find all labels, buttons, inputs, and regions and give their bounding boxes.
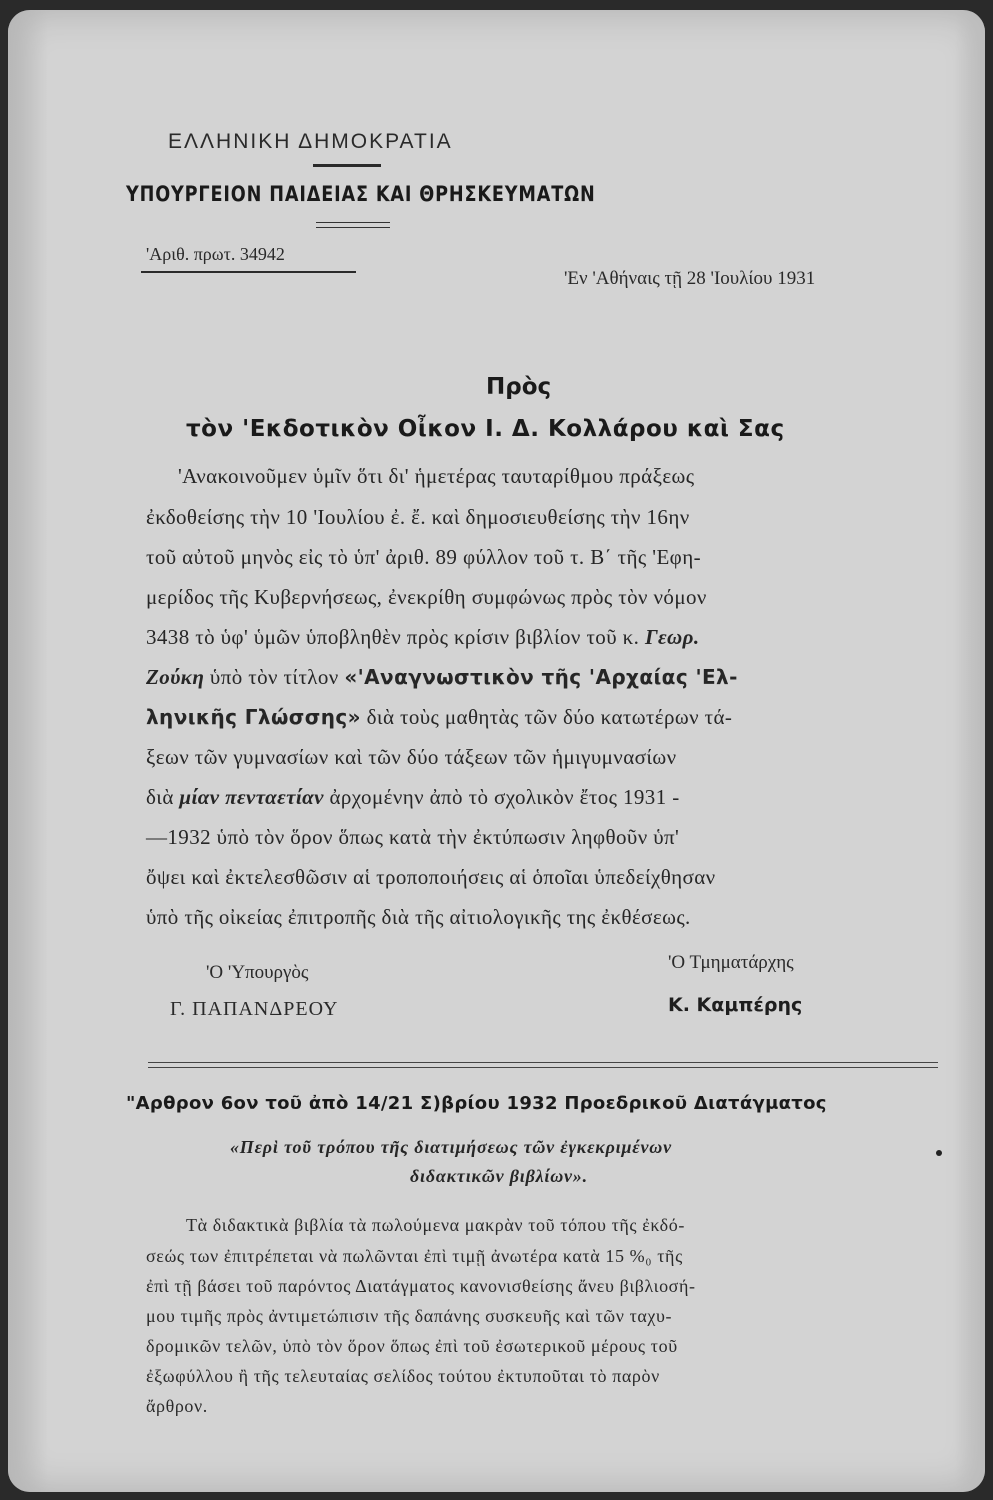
body-line-9-text: ἀρχομένην ἀπὸ τὸ σχολικὸν ἔτος 1931 - — [329, 785, 680, 809]
minister-name: Γ. ΠΑΠΑΝΔΡΕΟΥ — [170, 998, 339, 1020]
department-head-name: Κ. Καμπέρης — [668, 994, 803, 1016]
body-line-5-text: 3438 τὸ ὑφ' ὑμῶν ὑποβληθὲν πρὸς κρίσιν βιβλίον τοῦ κ. — [146, 625, 640, 649]
body-line-7-text: διὰ τοὺς μαθητὰς τῶν δύο κατωτέρων τά- — [366, 705, 733, 729]
body-line-4: μερίδος τῆς Κυβερνήσεως, ἐνεκρίθη συμφώνως πρὸς τὸν νόμον — [146, 585, 707, 609]
document-page — [8, 10, 985, 1492]
department-head-title: 'Ο Τμηματάρχης — [668, 952, 794, 973]
page-edge-shadow-right — [955, 10, 985, 1492]
country-heading: ΕΛΛΗΝΙΚΗ ΔΗΜΟΚΡΑΤΙΑ — [168, 130, 453, 153]
approval-period: μίαν πενταετίαν — [179, 785, 324, 809]
addressee-to: Πρὸς — [486, 374, 552, 400]
ink-speck — [936, 1150, 942, 1156]
article-line-1: Τὰ διδακτικὰ βιβλία τὰ πωλούμενα μακρὰν τοῦ τόπου τῆς ἐκδό- — [186, 1215, 685, 1235]
page-edge-shadow-left — [8, 10, 48, 1492]
book-title-part2: ληνικῆς Γλώσσης» — [146, 705, 361, 729]
ministry-heading: ΥΠΟΥΡΓΕΙΟΝ ΠΑΙΔΕΙΑΣ ΚΑΙ ΘΡΗΣΚΕΥΜΑΤΩΝ — [126, 182, 596, 206]
article-line-3: ἐπὶ τῇ βάσει τοῦ παρόντος Διατάγματος κανονισθείσης ἄνευ βιβλιοσή- — [146, 1276, 696, 1296]
body-line-1: 'Ανακοινοῦμεν ὑμῖν ὅτι δι' ἡμετέρας ταυταρίθμου πράξεως — [178, 464, 695, 488]
article-line-4: μου τιμῆς πρὸς ἀντιμετώπισιν τῆς δαπάνης συσκευῆς καὶ τῶν ταχυ- — [146, 1306, 673, 1326]
article-line-5: δρομικῶν τελῶν, ὑπὸ τὸν ὅρον ὅπως ἐπὶ τοῦ ἐσωτερικοῦ μέρους τοῦ — [146, 1336, 678, 1356]
body-line-10: —1932 ὑπὸ τὸν ὅρον ὅπως κατὰ τὴν ἐκτύπωσιν ληφθοῦν ὑπ' — [146, 825, 680, 849]
header-rule — [313, 164, 381, 167]
article-subject-line-2: διδακτικῶν βιβλίων». — [410, 1166, 588, 1186]
document-date: 'Εν 'Αθήναις τῇ 28 'Ιουλίου 1931 — [564, 268, 816, 289]
protocol-number: 'Αριθ. πρωτ. 34942 — [146, 244, 285, 264]
article-heading: "Αρθρον 6ον τοῦ ἀπὸ 14/21 Σ)βρίου 1932 Προεδρικοῦ Διατάγματος — [126, 1093, 827, 1114]
addressee-name: τὸν 'Εκδοτικὸν Οἶκον Ι. Δ. Κολλάρου καὶ Σας — [186, 416, 785, 442]
body-line-3: τοῦ αὐτοῦ μηνὸς εἰς τὸ ὑπ' ἀριθ. 89 φύλλον τοῦ τ. Β΄ τῆς 'Εφη- — [146, 545, 701, 569]
body-line-12: ὑπὸ τῆς οἰκείας ἐπιτροπῆς διὰ τῆς αἰτιολογικῆς της ἐκθέσεως. — [146, 905, 691, 929]
body-line-5 — [146, 625, 700, 650]
header-double-rule — [316, 222, 390, 228]
author-name-part2: Ζούκη — [146, 665, 205, 689]
body-line-9-start: διὰ — [146, 785, 174, 809]
book-title-part1: «'Αναγνωστικὸν τῆς 'Αρχαίας 'Ελ- — [344, 665, 738, 689]
body-line-7 — [146, 705, 732, 730]
section-divider — [148, 1062, 938, 1068]
body-line-6 — [146, 665, 738, 690]
body-line-6-text: ὑπὸ τὸν τίτλον — [209, 665, 339, 689]
minister-title: 'Ο 'Υπουργὸς — [206, 962, 309, 983]
body-line-9 — [146, 785, 680, 810]
body-line-8: ξεων τῶν γυμνασίων καὶ τῶν δύο τάξεων τῶν ἡμιγυμνασίων — [146, 745, 677, 769]
author-name-part1: Γεωρ. — [644, 625, 700, 649]
article-subject-line-1: «Περὶ τοῦ τρόπου τῆς διατιμήσεως τῶν ἐγκεκριμένων — [230, 1137, 672, 1157]
article-line-2: σεώς των ἐπιτρέπεται νὰ πωλῶνται ἐπὶ τιμῇ ἀνωτέρα κατὰ 15 %₀ τῆς — [146, 1246, 683, 1266]
protocol-underline — [141, 271, 356, 273]
body-line-11: ὄψει καὶ ἐκτελεσθῶσιν αἱ τροποποιήσεις αἱ ὁποῖαι ὑπεδείχθησαν — [146, 865, 716, 889]
article-line-7: ἄρθρον. — [146, 1396, 208, 1416]
body-line-2: ἐκδοθείσης τὴν 10 'Ιουλίου ἐ. ἔ. καὶ δημοσιευθείσης τὴν 16ην — [146, 505, 690, 529]
article-line-6: ἐξωφύλλου ἢ τῆς τελευταίας σελίδος τούτου ἐκτυποῦται τὸ παρὸν — [146, 1366, 660, 1386]
